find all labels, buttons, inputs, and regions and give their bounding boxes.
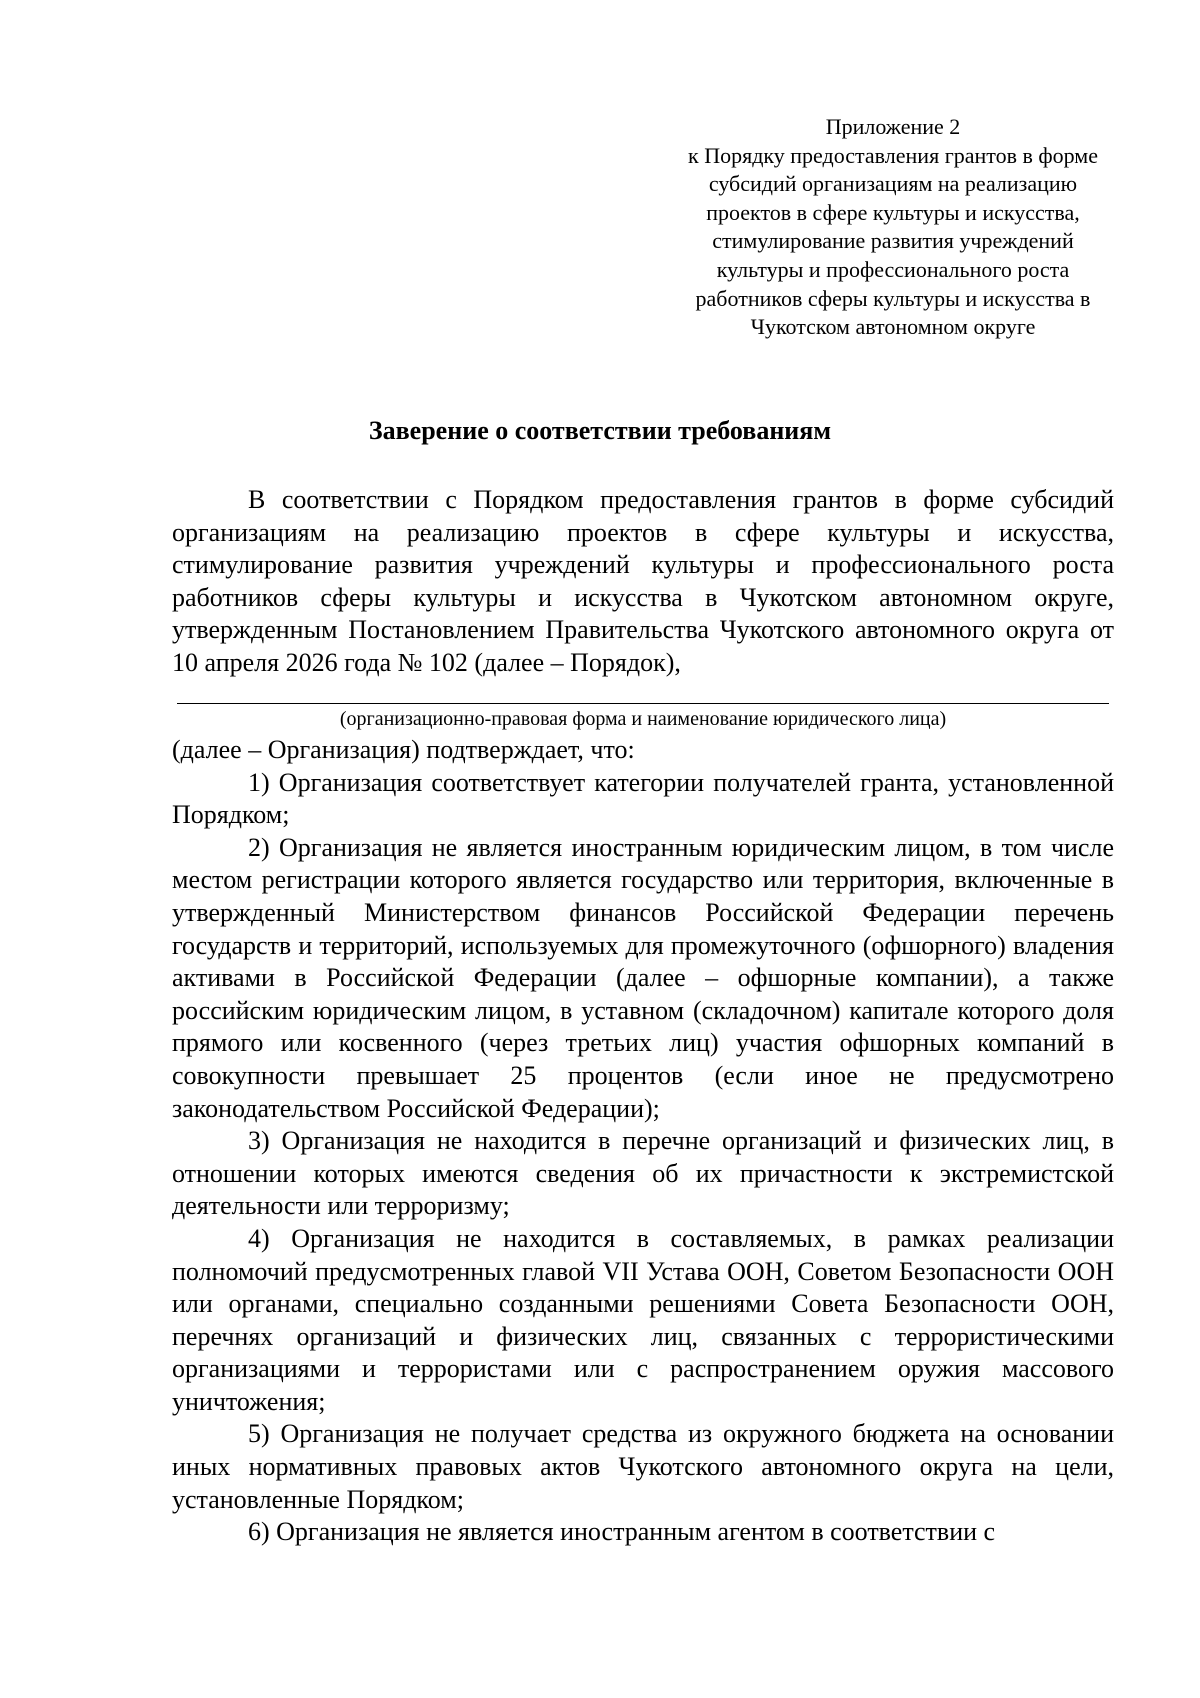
- appendix-line: культуры и профессионального роста: [716, 256, 1070, 282]
- appendix-line: к Порядку предоставления грантов в форме: [688, 142, 1098, 168]
- appendix-line: стимулирование развития учреждений: [712, 228, 1074, 254]
- declaration-item: 2) Организация не является иностранным юридическим лицом, в том числе местом регистрации которого является государство или территория, включенные в утвержденный Министерством финансов Российской Федерации перечень государств и территорий, используемых для промежуточного (офшорного) владения активами в Российской Федерации (далее – офшорные компании), а также российским юридическим лицом, в уставном (складочном) капитале которого доля прямого или косвенного (через третьих лиц) участия офшорных компаний в совокупности превышает 25 процентов (если иное не предусмотрено законодательством Российской Федерации);: [172, 832, 1114, 1123]
- declaration-item: 5) Организация не получает средства из окружного бюджета на основании иных нормативных правовых актов Чукотского автономного округа на цели, установленные Порядком;: [172, 1419, 1114, 1514]
- appendix-line: работников сферы культуры и искусства в: [695, 285, 1091, 311]
- appendix-line: Чукотском автономном округе: [750, 314, 1036, 340]
- appendix-line: проектов в сфере культуры и искусства,: [706, 199, 1080, 225]
- fill-in-caption: (организационно-правовая форма и наименование юридического лица): [339, 708, 947, 730]
- appendix-header: [650, 113, 1136, 342]
- appendix-line: Приложение 2: [825, 114, 961, 139]
- declaration-item: 3) Организация не находится в перечне организаций и физических лиц, в отношении которых имеются сведения об их причастности к экстремистской деятельности или терроризму;: [172, 1126, 1114, 1221]
- declaration-item: 6) Организация не является иностранным агентом в соответствии с: [248, 1517, 996, 1547]
- declarations-block: [172, 734, 1114, 1549]
- declaration-item: 1) Организация соответствует категории получателей гранта, установленной Порядком;: [172, 767, 1114, 830]
- confirm-line: (далее – Организация) подтверждает, что:: [172, 735, 635, 764]
- document-title: Заверение о соответствии требованиям: [368, 416, 832, 445]
- declaration-item: 4) Организация не находится в составляемых, в рамках реализации полномочий предусмотренных главой VII Устава ООН, Советом Безопасности ООН или органами, специально созданными решениями Совета Безопасности ООН, перечнях организаций и физических лиц, связанных с террористическими организациями и террористами или с распространением оружия массового уничтожения;: [172, 1223, 1114, 1416]
- intro-block: [172, 484, 1114, 680]
- intro-paragraph: В соответствии с Порядком предоставления грантов в форме субсидий организациям на реализацию проектов в сфере культуры и искусства, стимулирование развития учреждений культуры и профессионального роста работников сферы культуры и искусства в Чукотском автономном округе, утвержденным Постановлением Правительства Чукотского автономного округа от 10 апреля 2026 года № 102 (далее – Порядок),: [172, 485, 1114, 677]
- fill-in-line: [177, 703, 1109, 704]
- appendix-line: субсидий организациям на реализацию: [708, 171, 1078, 197]
